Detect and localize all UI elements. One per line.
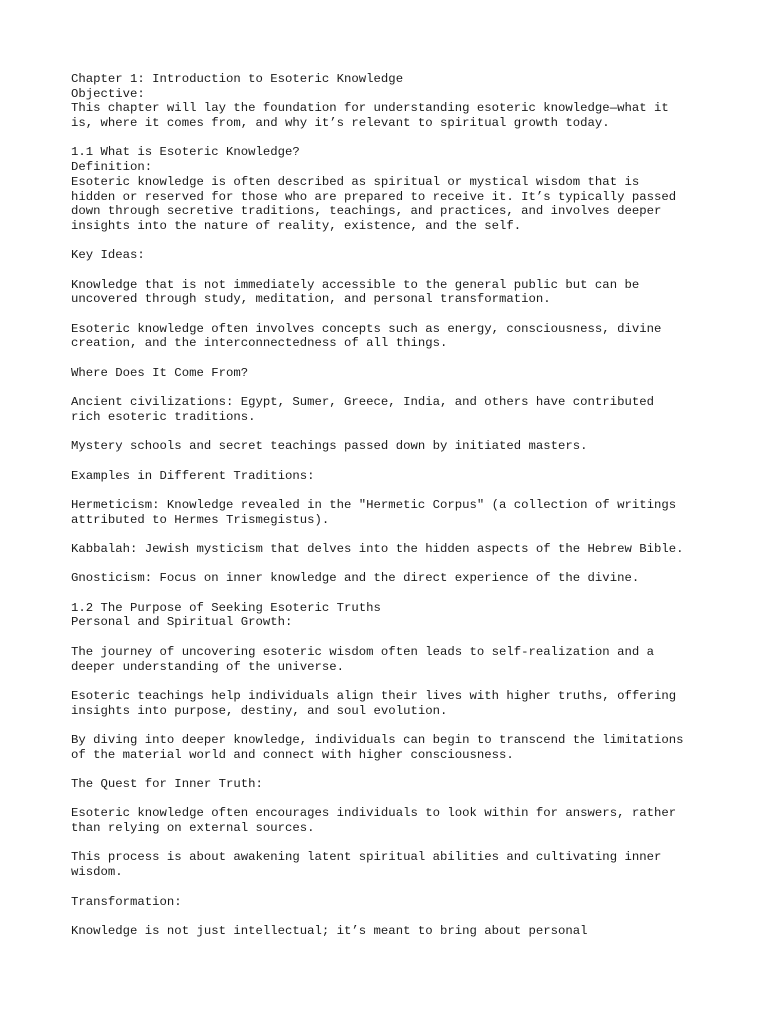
growth-label: Personal and Spiritual Growth: [71,615,293,630]
objective-text-line: This chapter will lay the foundation for understanding esoteric knowledge—what it [71,101,669,116]
examples-label: Examples in Different Traditions: [71,468,315,483]
paragraph-line: Mystery schools and secret teachings passed down by initiated masters. [71,439,588,454]
paragraph-line: Gnosticism: Focus on inner knowledge and the direct experience of the divine. [71,571,640,586]
paragraph-line: Ancient civilizations: Egypt, Sumer, Greece, India, and others have contributed [71,395,654,410]
definition-text-line: down through secretive traditions, teachings, and practices, and involves deeper [71,204,662,219]
paragraph-line: insights into purpose, destiny, and soul evolution. [71,703,448,718]
document-page [71,72,711,939]
quest-label: The Quest for Inner Truth: [71,777,263,791]
paragraph-line: Kabbalah: Jewish mysticism that delves into the hidden aspects of the Hebrew Bible. [71,542,684,556]
definition-text-line: insights into the nature of reality, existence, and the self. [71,218,522,233]
section-heading: 1.1 What is Esoteric Knowledge? [71,145,300,160]
definition-label: Definition: [71,160,153,175]
paragraph-line: Esoteric teachings help individuals align their lives with higher truths, offering [71,688,677,703]
paragraph-line: Esoteric knowledge often involves concepts such as energy, consciousness, divine [71,321,662,336]
chapter-title: Chapter 1: Introduction to Esoteric Knowledge [71,72,404,86]
definition-text-line: Esoteric knowledge is often described as spiritual or mystical wisdom that is [71,174,640,189]
paragraph-line: Knowledge that is not immediately accessible to the general public but can be [71,277,640,292]
definition-text-line: hidden or reserved for those who are prepared to receive it. It’s typically passed [71,189,677,204]
paragraph-line: The journey of uncovering esoteric wisdom often leads to self-realization and a [71,644,654,659]
paragraph-line: wisdom. [71,865,123,880]
section-heading: 1.2 The Purpose of Seeking Esoteric Truths [71,600,381,615]
key-ideas-label: Key Ideas: [71,248,145,263]
paragraph-line: This process is about awakening latent spiritual abilities and cultivating inner [71,850,662,865]
paragraph-line: Knowledge is not just intellectual; it’s meant to bring about personal [71,923,588,938]
paragraph-line: uncovered through study, meditation, and personal transformation. [71,292,551,307]
paragraph-line: than relying on external sources. [71,821,315,836]
transformation-label: Transformation: [71,894,182,909]
paragraph-line: attributed to Hermes Trismegistus). [71,512,330,527]
paragraph-line: Hermeticism: Knowledge revealed in the "Hermetic Corpus" (a collection of writings [71,497,677,512]
objective-label: Objective: [71,86,145,101]
paragraph-line: Esoteric knowledge often encourages individuals to look within for answers, rather [71,806,677,821]
paragraph-line: of the material world and connect with higher consciousness. [71,747,514,762]
paragraph-line: deeper understanding of the universe. [71,659,345,674]
origin-label: Where Does It Come From? [71,365,249,380]
objective-text-line: is, where it comes from, and why it’s relevant to spiritual growth today. [71,116,610,131]
paragraph-line: By diving into deeper knowledge, individuals can begin to transcend the limitations [71,732,684,747]
paragraph-line: creation, and the interconnectedness of all things. [71,336,448,351]
paragraph-line: rich esoteric traditions. [71,409,256,424]
